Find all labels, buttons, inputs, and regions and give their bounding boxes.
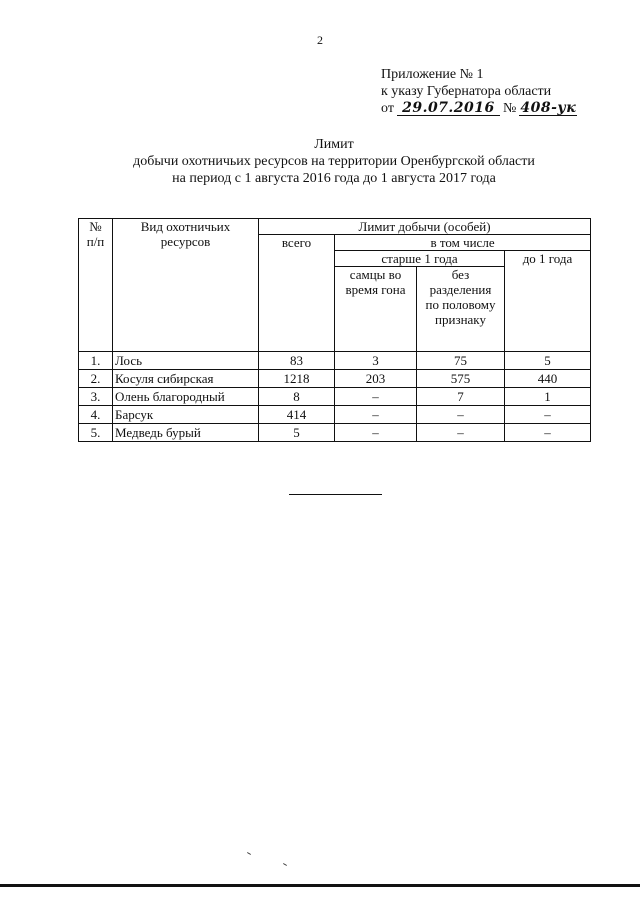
row-under: – xyxy=(505,424,591,442)
row-num: 4. xyxy=(79,406,113,424)
row-males: – xyxy=(335,406,417,424)
table-row xyxy=(79,370,591,388)
row-species: Медведь бурый xyxy=(113,424,259,442)
appendix-block xyxy=(381,66,577,117)
row-species: Косуля сибирская xyxy=(113,370,259,388)
appendix-title: Приложение № 1 xyxy=(381,67,484,82)
row-under: 5 xyxy=(505,352,591,370)
page-number: 2 xyxy=(317,33,323,47)
header-total: всего xyxy=(259,235,335,352)
row-under: 1 xyxy=(505,388,591,406)
header-older-than-1: старше 1 года xyxy=(335,251,505,267)
header-species: Вид охотничьих ресурсов xyxy=(113,219,259,352)
row-num: 2. xyxy=(79,370,113,388)
row-species: Лось xyxy=(113,352,259,370)
limits-table xyxy=(78,218,591,442)
appendix-date-line xyxy=(381,100,577,117)
bottom-scan-edge xyxy=(0,884,640,887)
header-no-sex-division: без разделения по половому признаку xyxy=(417,267,505,352)
number-label: № xyxy=(502,101,517,116)
handwritten-number: 408-ук xyxy=(520,100,577,116)
row-total: 8 xyxy=(259,388,335,406)
table-row xyxy=(79,352,591,370)
row-species: Барсук xyxy=(113,406,259,424)
row-num: 3. xyxy=(79,388,113,406)
appendix-subtitle: к указу Губернатора области xyxy=(381,84,552,99)
row-under: – xyxy=(505,406,591,424)
document-title xyxy=(0,136,640,187)
row-total: 414 xyxy=(259,406,335,424)
scan-speck xyxy=(283,863,287,866)
row-males: – xyxy=(335,424,417,442)
header-males-rut: самцы во время гона xyxy=(335,267,417,352)
row-males: – xyxy=(335,388,417,406)
row-num: 5. xyxy=(79,424,113,442)
header-under-1: до 1 года xyxy=(505,251,591,352)
title-line-3: на период с 1 августа 2016 года до 1 августа 2017 года xyxy=(172,171,496,186)
row-num: 1. xyxy=(79,352,113,370)
title-line-1: Лимит xyxy=(314,137,354,152)
row-no-sex: – xyxy=(417,406,505,424)
row-no-sex: 7 xyxy=(417,388,505,406)
header-num: № п/п xyxy=(79,219,113,352)
row-under: 440 xyxy=(505,370,591,388)
header-limit: Лимит добычи (особей) xyxy=(259,219,591,235)
title-line-2: добычи охотничьих ресурсов на территории Оренбургской области xyxy=(133,154,535,169)
scan-speck xyxy=(247,852,251,855)
table-row xyxy=(79,406,591,424)
from-label: от xyxy=(381,101,394,116)
row-no-sex: 75 xyxy=(417,352,505,370)
handwritten-date: 29.07.2016 xyxy=(397,102,500,116)
row-no-sex: 575 xyxy=(417,370,505,388)
end-separator-line xyxy=(289,494,382,495)
row-total: 5 xyxy=(259,424,335,442)
table-row xyxy=(79,424,591,442)
row-no-sex: – xyxy=(417,424,505,442)
row-males: 3 xyxy=(335,352,417,370)
row-total: 83 xyxy=(259,352,335,370)
row-males: 203 xyxy=(335,370,417,388)
row-species: Олень благородный xyxy=(113,388,259,406)
header-including: в том числе xyxy=(335,235,591,251)
table-row xyxy=(79,388,591,406)
row-total: 1218 xyxy=(259,370,335,388)
